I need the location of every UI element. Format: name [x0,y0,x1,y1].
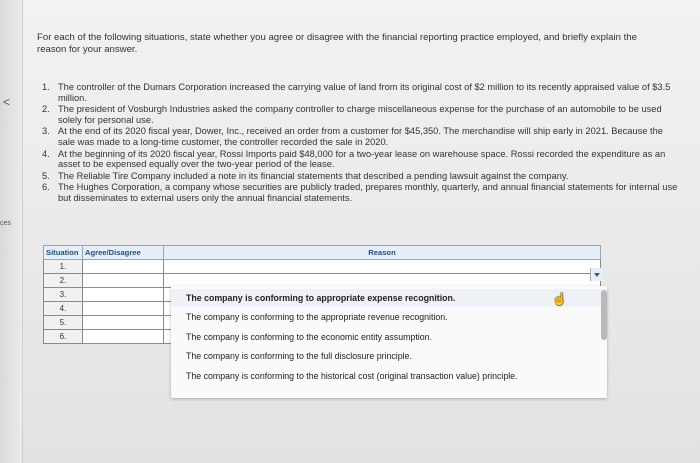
chevron-down-icon[interactable] [590,268,603,281]
header-reason: Reason [164,246,601,260]
reason-select[interactable] [164,260,601,274]
situation-cell: 5. [44,316,83,330]
situation-item [42,182,682,203]
situation-item [42,171,682,182]
dropdown-option[interactable]: The company is conforming to the full disclosure principle. [186,351,412,361]
situation-item [42,149,682,170]
dropdown-option[interactable]: The company is conforming to the economic entity assumption. [186,332,432,342]
agree-disagree-select[interactable] [83,302,164,316]
agree-disagree-select[interactable] [83,260,164,274]
collapse-chevron-icon[interactable]: < [3,95,11,109]
situation-cell: 1. [44,260,83,274]
table-header-row [44,246,601,260]
situation-text: The president of Vosburgh Industries asked the company controller to charge miscellaneous expense for the purchase of an automobile to be used solely for personal use. [58,104,662,125]
situations-list [42,82,682,205]
situation-cell: 3. [44,288,83,302]
header-situation: Situation [44,246,83,260]
situation-number: 3. [42,126,50,137]
agree-disagree-select[interactable] [83,288,164,302]
situation-cell: 4. [44,302,83,316]
dropdown-option[interactable]: The company is conforming to the historical cost (original transaction value) principle. [186,371,518,381]
situation-text: At the end of its 2020 fiscal year, Dower, Inc., received an order from a customer for $45,350. The merchandise will ship early in 2021. Because the sale was made to a long-time customer, the controller recorded the sale in 2020. [58,126,663,147]
situation-number: 4. [42,148,50,159]
agree-disagree-select[interactable] [83,274,164,288]
situation-item [42,126,682,147]
left-edge-text: ces [0,220,11,227]
dropdown-option[interactable]: The company is conforming to appropriate expense recognition. [171,289,606,307]
situation-text: At the beginning of its 2020 fiscal year, Rossi Imports paid $48,000 for a two-year lease on warehouse space. Rossi recorded the expenditure as an asset to be expensed equally over the two-year period of the lease. [58,148,666,170]
reason-dropdown-menu [171,286,607,398]
situation-item [42,82,682,103]
dropdown-scrollbar[interactable] [601,290,607,340]
agree-disagree-select[interactable] [83,330,164,344]
situation-cell: 2. [44,274,83,288]
situation-number: 2. [42,104,50,115]
situation-text: The Hughes Corporation, a company whose securities are publicly traded, prepares monthly, quarterly, and annual financial statements for internal use but disseminates to external users only the annual financial statements. [58,182,678,203]
situation-cell: 6. [44,330,83,344]
dropdown-option[interactable]: The company is conforming to the appropriate revenue recognition. [186,312,448,322]
agree-disagree-select[interactable] [83,316,164,330]
situation-number: 1. [42,82,50,92]
situation-number: 6. [42,182,50,193]
instructions-text: For each of the following situations, state whether you agree or disagree with the financial reporting practice employed, and briefly explain the reason for your answer. [37,32,637,55]
hand-pointer-icon: ☝ [552,292,567,306]
situation-text: The controller of the Dumars Corporation increased the carrying value of land from its original cost of $2 million to its recently appraised value of $3.5 million. [58,82,671,103]
header-agree-disagree: Agree/Disagree [83,246,164,260]
table-row [44,260,601,274]
situation-item [42,104,682,125]
situation-number: 5. [42,170,50,181]
left-panel-edge [0,0,23,463]
situation-text: The Reliable Tire Company included a note in its financial statements that described a pending lawsuit against the company. [58,170,569,181]
